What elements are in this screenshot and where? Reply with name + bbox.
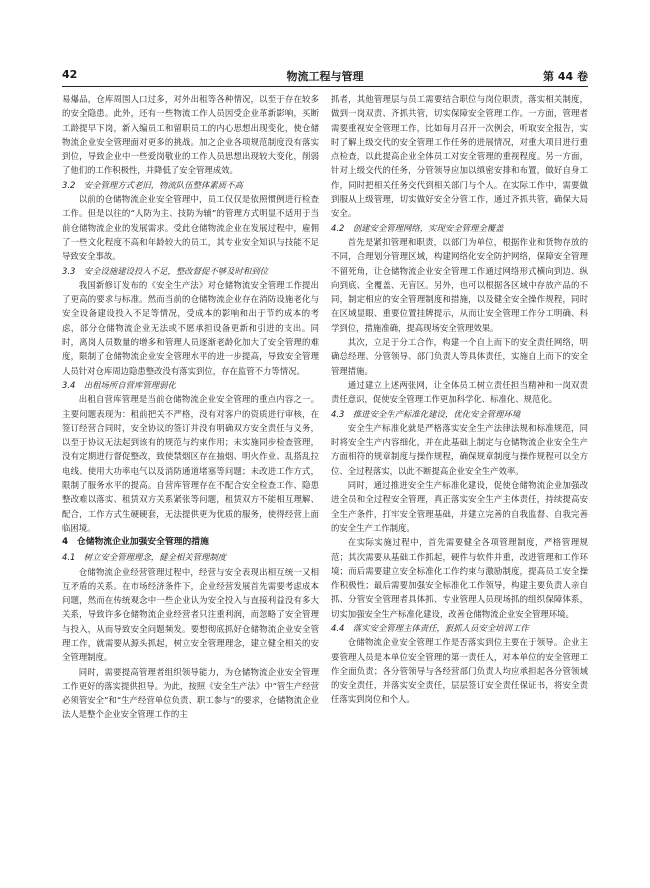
section-heading: 4 仓储物流企业加强安全管理的措施 — [62, 537, 209, 548]
body-paragraph: 仓储物流企业经营管理过程中，经营与安全表现出相互统一又相互矛盾的关系。在市场经济条件下，企业经营发展首先需要考虑成本问题，然而在传统观念中一些企业认为安全投入与直接利益没有多大关系，导致许多仓储物流企业经营者只注重利润，而忽略了安全管理与投入，从而导致安全问题频发。要想彻底抓好仓储物流企业安全管理工作，就需要从源头抓起，树立安全管理理念，建立健全相关的安全管理制度。 — [62, 566, 319, 663]
body-paragraph: 其次，立足于分工合作，构建一个自上而下的安全责任网络，明确总经理、分管领导、部门负责人等具体责任，实施自上而下的安全管理措施。 — [331, 337, 588, 376]
right-column — [331, 92, 588, 852]
body-paragraph: 在实际实施过程中，首先需要健全各项管理制度，严格管理规范；其次需要从基础工作抓起，硬件与软件并重，改进管理和工作环境；而后需要建立安全标准化工作约束与激励制度，提高员工安全操作积极性；最后需要加强安全标准化工作领导，构建主要负责人亲自抓、分管安全管理者具体抓、专业管理人员现场抓的组织保障体系，切实加强安全生产标准化建设，改善仓储物流企业安全管理环境。 — [331, 537, 588, 619]
body-paragraph: 同时，通过推进安全生产标准化建设，促使仓储物流企业加强改进全员和全过程安全管理，真正落实安全生产主体责任，持续提高安全生产条件，打牢安全管理基础，并建立完善的自我监督、自我完善的安全生产工作制度。 — [331, 480, 588, 533]
body-paragraph: 同时，需要提高管理者组织领导能力，为仓储物流企业安全管理工作更好的落实提供担导。为此，按照《安全生产法》中“管生产经营必须管安全”和“生产经营单位负责、职工参与”的要求，仓储物流企业法人是整个企业安全管理工作的主 — [62, 666, 319, 720]
body-paragraph: 通过建立上述两张网，让全体员工树立责任担当精神和一岗双责责任意识，促使安全管理工作更加科学化、标准化、规范化。 — [331, 379, 588, 405]
body-paragraph: 安全生产标准化就是严格落实安全生产法律法规和标准规范，同时将安全生产内容细化，并在此基础上制定与仓储物流企业安全生产方面相符的规章制度与操作规程，确保规章制度与操作规程可以全方位、全过程落实，以此不断提高企业安全生产效率。 — [331, 422, 588, 476]
body-paragraph: 出租自营库管理是当前仓储物流企业安全管理的重点内容之一。主要问题表现为：租前把关不严格，没有对客户的资质进行审核，在签订经营合同时，安全协议的签订并没有明确双方安全责任与义务，以至于协议无法起到该有的规范与约束作用；未实施同步检查管理，没有定期进行督促整改，致使禁烟区存在抽烟、明火作业、乱搭乱拉电线、使用大功率电气以及消防通道堵塞等问题；未改进工作方式，限制了服务水平的提高。自营库管理存在不配合安全检查工作、隐患整改难以落实、租赁双方关系紧张等问题，租赁双方不能相互理解、配合，工作方式生硬硬套，无法提供更为优质的服务，使得经营上面临困境。 — [62, 394, 319, 533]
subsection-heading: 4.1 树立安全管理理念，健全相关管理制度 — [62, 552, 227, 563]
subsection-heading: 3.3 安全设施建设投入不足，整改督促不够及时和到位 — [62, 265, 268, 276]
journal-title: 物流工程与管理 — [286, 70, 364, 83]
body-paragraph: 易爆品，仓库周围人口过多，对外出租等各种情况，以至于存在较多的安全隐患。此外，还有一些物流工作人员因受企业革新影响，买断工龄提早下岗，新入编员工和留职员工的内心思想出现变化，使仓储物流企业安全管理面对更多的挑战。加之企业各项规范制度没有落实到位，导致企业中一些爱岗敬业的工作人员思想出现较大变化，削弱了他们的工作积极性，并降低了安全管理成效。 — [62, 94, 319, 176]
subsection-heading: 4.3 推进安全生产标准化建设，优化安全管理环境 — [331, 408, 521, 419]
volume-label: 第 44 卷 — [543, 70, 588, 83]
body-paragraph: 抓者，其他管理层与员工需要结合职位与岗位职责，落实相关制度，做到一岗双责、齐抓共管，切实保障安全管理工作。一方面，管理者需要重视安全管理工作，比如每月召开一次例会，听取安全报告，实时了解上级交代的安全管理工作任务的进展情况，对重大项目进行重点检查，以此提高企业全体员工对安全管理的重视程度。另一方面，针对上级交代的任务，分管领导应加以缜密安排和布置，做好自身工作，同时把相关任务交代到相关部门与个人。在实际工作中，需要做到服从上级管理，切实做好安全分管工作，通过齐抓共管，确保大局安全。 — [331, 94, 588, 219]
subsection-heading: 3.2 安全管理方式老旧，物流队伍整体素质不高 — [62, 179, 243, 190]
body-paragraph: 我国新修订发布的《安全生产法》对仓储物流安全管理工作提出了更高的要求与标准。然而当前的仓储物流企业存在消防设施老化与安全设备建设投入不足等情况，受成本的影响和出于节约成本的考虑，部分仓储物流企业无法或不愿承担设备更新和引进的支出。同时，离岗人员数量的增多和管理人员逐渐老龄化加大了安全管理的难度，限制了仓储物流企业安全管理水平的进一步提高，导致安全管理人员针对仓库周边隐患整改没有落实到位，存在监管不力等情况。 — [62, 279, 319, 376]
page-header — [62, 68, 588, 86]
body-paragraph: 以前的仓储物流企业安全管理中，员工仅仅是依照惯例进行检查工作。但是以往的“人防为主、技防为辅”的管理方式明显不适用于当前仓储物流企业的发展需求。受此仓储物流企业在发展过程中，雇佣了一些文化程度不高和年龄较大的员工，其专业安全知识与技能不足导致安全事故。 — [62, 194, 319, 262]
subsection-heading: 4.4 落实安全管理主体责任，狠抓人员安全培训工作 — [331, 622, 529, 633]
subsection-heading: 3.4 出租场所自营库管理弱化 — [62, 379, 176, 390]
body-paragraph: 首先是紧扣管理和职责，以部门为单位，根据作业和货物存放的不同，合理划分管理区域，构建网络化安全防护网络，保障安全管理不留死角，让仓储物流企业安全管理工作通过网络形式横向到边、纵向到底、全覆盖、无盲区。另外，也可以根据各区域中存放产品的不同，制定相应的安全管理制度和措施，以及健全安全操作规程，同时在区域显眼、重要位置挂牌提示，从而让安全管理工作分工明确、科学到位，措施准确，提高现场安全管理效果。 — [331, 236, 588, 333]
header-rule — [62, 86, 588, 87]
body-paragraph: 仓储物流企业安全管理工作是否落实到位主要在于领导。企业主要管理人员是本单位安全管理的第一责任人，对本单位的安全管理工作全面负责；各分管领导与各经营部门负责人均应承担起各分管领域的安全责任，并落实安全责任，层层签订安全责任保证书，将安全责任落实到岗位和个人。 — [331, 637, 588, 705]
page-number: 42 — [62, 68, 78, 81]
left-column — [62, 92, 319, 852]
subsection-heading: 4.2 创建安全管理网络，实现安全管理全覆盖 — [331, 222, 504, 233]
